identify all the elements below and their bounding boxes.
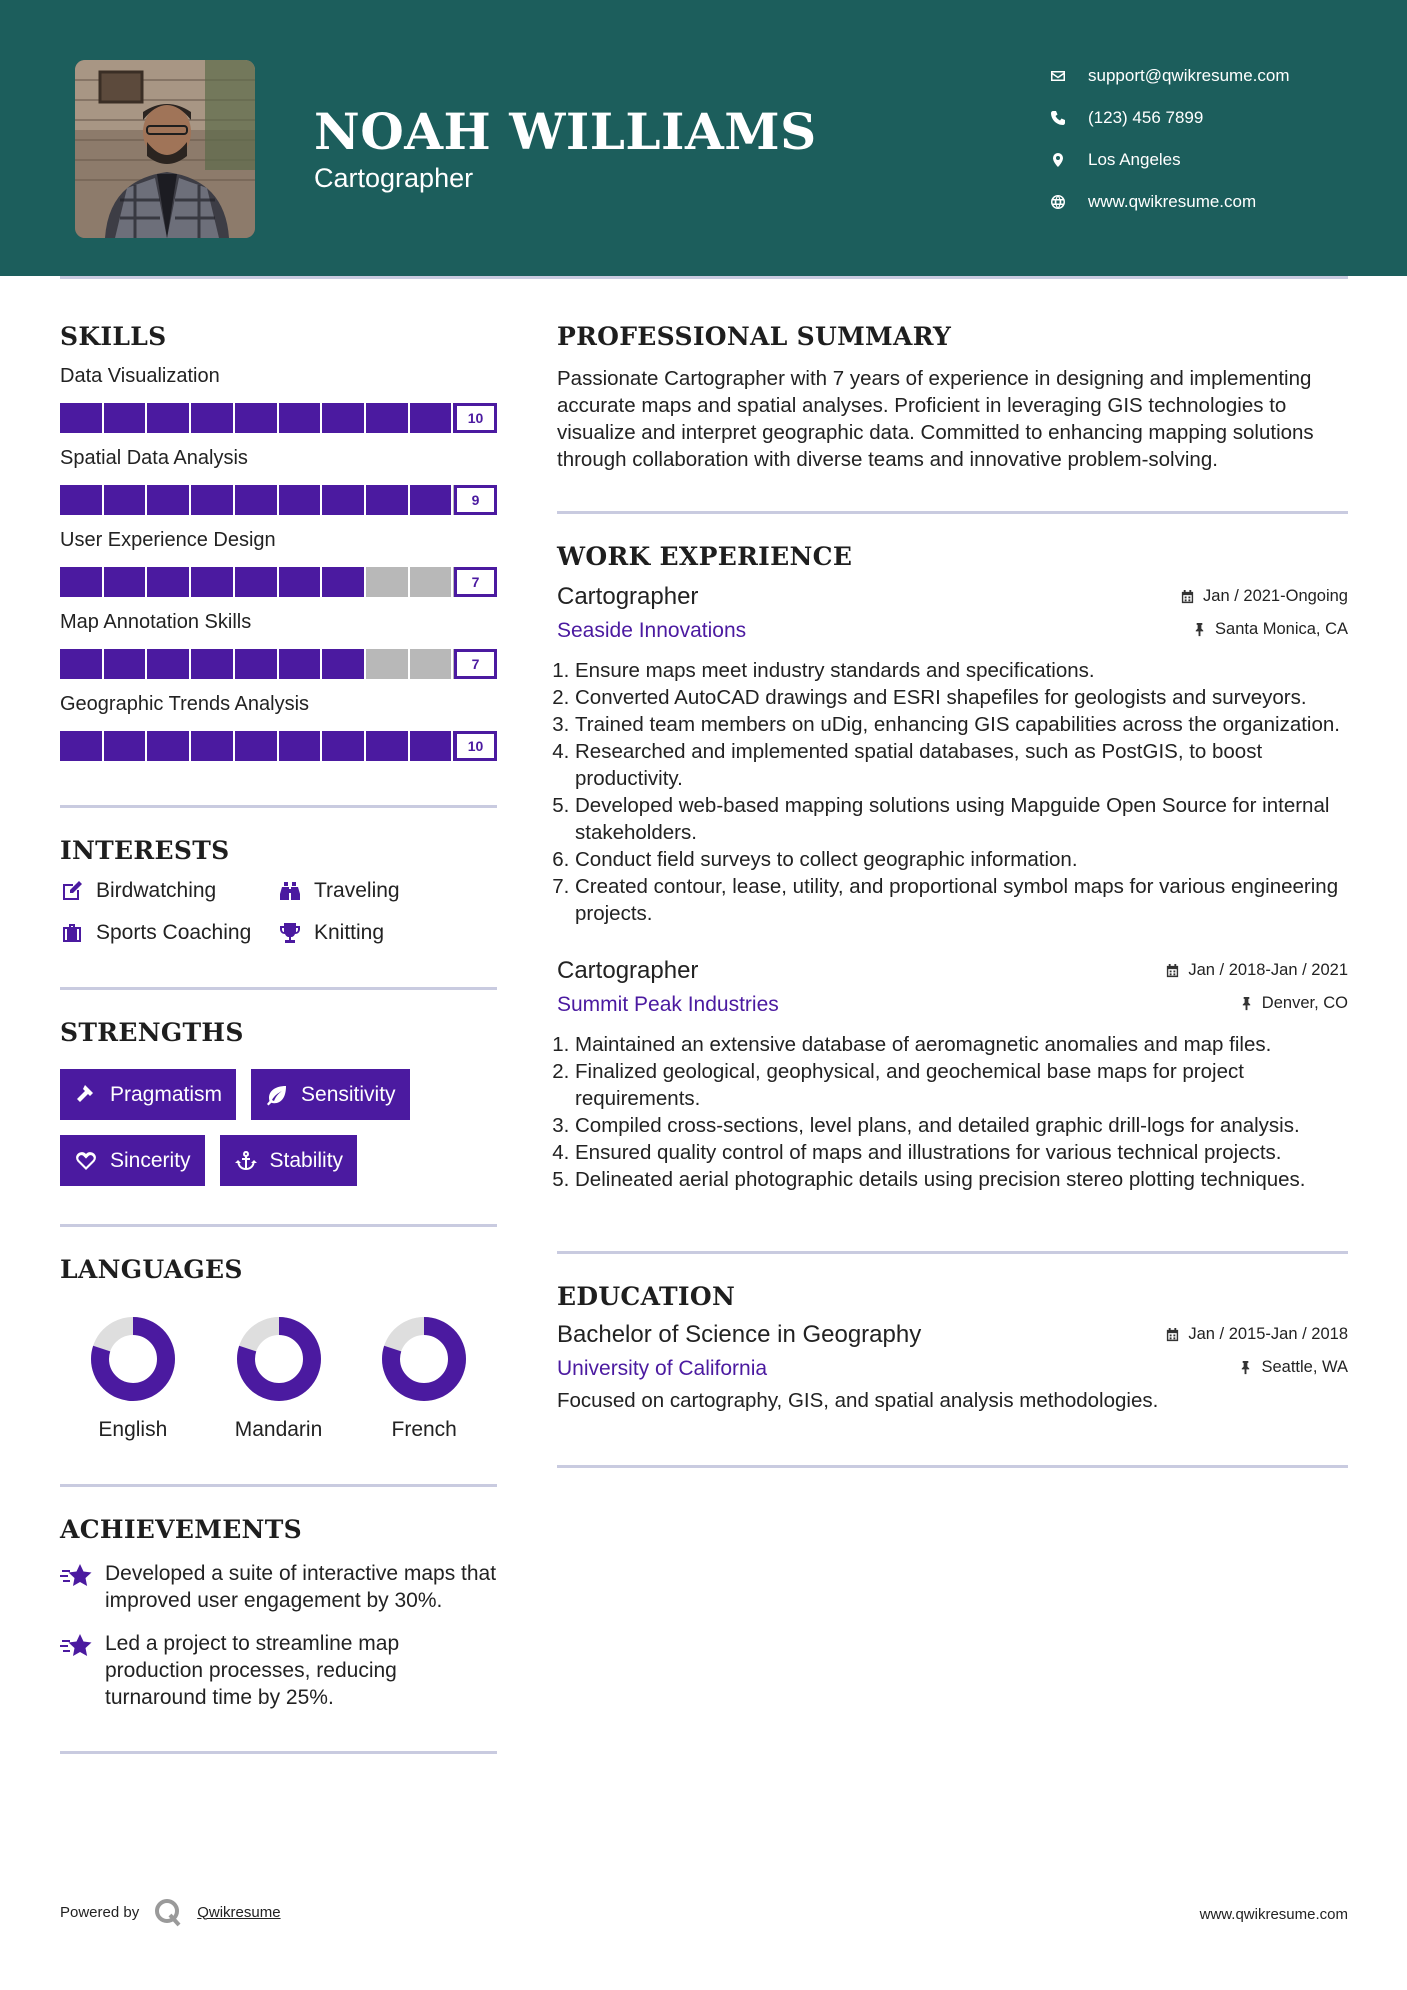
duty-item: 2. Finalized geological, geophysical, and geochemical base maps for project requirements. xyxy=(575,1058,1348,1112)
skill-bar-segment xyxy=(322,567,366,597)
skill-bar-segment xyxy=(279,485,323,515)
language-item xyxy=(351,1314,497,1442)
section-divider xyxy=(60,1751,497,1754)
languages-heading: LANGUAGES xyxy=(60,1255,243,1284)
skill-bar-segment xyxy=(366,567,410,597)
skill-bar-segment xyxy=(322,403,366,433)
section-divider xyxy=(557,1251,1348,1254)
job-location-text: Denver, CO xyxy=(1261,994,1348,1012)
contact-location xyxy=(1050,139,1290,181)
skill-name: Data Visualization xyxy=(60,365,220,387)
experience-section xyxy=(557,542,1348,1193)
skill-bar-segment xyxy=(191,567,235,597)
skill-bar-segment xyxy=(104,649,148,679)
duty-item: 7. Created contour, lease, utility, and proportional symbol maps for various engineering projects. xyxy=(575,873,1348,927)
skill-bar xyxy=(60,649,497,679)
job-entry xyxy=(557,957,1348,1193)
contact-phone[interactable] xyxy=(1050,97,1290,139)
duty-item: 4. Ensured quality control of maps and illustrations for various technical projects. xyxy=(575,1139,1348,1166)
strength-tag xyxy=(60,1069,236,1120)
interest-item xyxy=(60,921,278,945)
skill-bar-segment xyxy=(366,403,410,433)
binoculars-icon xyxy=(278,879,302,903)
duty-item: 4. Researched and implemented spatial databases, such as PostGIS, to boost productivity. xyxy=(575,738,1348,792)
section-divider xyxy=(557,511,1348,514)
degree-title: Bachelor of Science in Geography xyxy=(557,1321,922,1348)
company-name: Seaside Innovations xyxy=(557,619,747,642)
globe-icon xyxy=(1050,194,1088,210)
candidate-name: NOAH WILLIAMS xyxy=(314,102,817,161)
achievement-item xyxy=(60,1560,497,1614)
header-divider xyxy=(60,276,1348,279)
contact-website[interactable] xyxy=(1050,181,1290,223)
skill-bar-segment xyxy=(235,567,279,597)
skill-level-badge: 10 xyxy=(454,731,497,761)
interest-item xyxy=(278,921,497,945)
skill-bar-segment xyxy=(410,567,454,597)
duty-item: 5. Delineated aerial photographic details using precision stereo plotting techniques. xyxy=(575,1166,1348,1193)
section-divider xyxy=(60,805,497,808)
contact-phone-text: (123) 456 7899 xyxy=(1088,108,1204,127)
company-name: Summit Peak Industries xyxy=(557,993,779,1016)
job-subheader xyxy=(557,619,1348,643)
language-level-donut xyxy=(234,1314,324,1404)
skill-bar-segment xyxy=(366,731,410,761)
job-location xyxy=(1239,994,1348,1013)
strengths-heading: STRENGTHS xyxy=(60,1018,244,1047)
education-date-text: Jan / 2015-Jan / 2018 xyxy=(1188,1325,1348,1343)
job-subheader xyxy=(557,993,1348,1017)
duty-item: 3. Trained team members on uDig, enhancing GIS capabilities across the organization. xyxy=(575,711,1348,738)
achievements-section xyxy=(60,1515,497,1711)
achievement-text: Developed a suite of interactive maps that improved user engagement by 30%. xyxy=(105,1562,497,1612)
education-date xyxy=(1165,1325,1348,1344)
skill-item xyxy=(60,693,497,761)
strengths-section xyxy=(60,1018,497,1186)
job-title: Cartographer xyxy=(557,583,699,610)
skill-bar-segment xyxy=(322,649,366,679)
location-pin-icon xyxy=(1050,152,1088,168)
language-level-donut xyxy=(88,1314,178,1404)
language-name: French xyxy=(391,1418,457,1441)
skill-bar-segment xyxy=(279,567,323,597)
strength-tag xyxy=(60,1135,205,1186)
skill-level-badge: 7 xyxy=(454,567,497,597)
skill-bar-segment xyxy=(104,567,148,597)
phone-icon xyxy=(1050,110,1088,126)
right-column xyxy=(557,322,1348,1468)
education-subheader xyxy=(557,1357,1348,1381)
skills-heading: SKILLS xyxy=(60,322,167,351)
skill-bar-segment xyxy=(191,731,235,761)
footer-website[interactable]: www.qwikresume.com xyxy=(1199,1906,1348,1923)
skill-level-badge: 10 xyxy=(454,403,497,433)
job-header xyxy=(557,583,1348,611)
languages-list xyxy=(60,1314,497,1442)
skill-bar-segment xyxy=(235,485,279,515)
education-section xyxy=(557,1282,1348,1413)
skill-bar-segment xyxy=(191,403,235,433)
skill-bar-segment xyxy=(147,485,191,515)
language-name: Mandarin xyxy=(234,1418,323,1441)
skill-bar-segment xyxy=(410,649,454,679)
skill-bar-segment xyxy=(104,485,148,515)
pushpin-icon xyxy=(1238,1360,1253,1375)
section-divider xyxy=(557,1465,1348,1468)
education-heading: EDUCATION xyxy=(557,1282,736,1311)
skill-bar-segment xyxy=(279,403,323,433)
job-location-text: Santa Monica, CA xyxy=(1215,620,1348,638)
education-header xyxy=(557,1321,1348,1349)
skill-bar-segment xyxy=(366,649,410,679)
footer-branding xyxy=(60,1897,281,1927)
skill-item xyxy=(60,447,497,515)
duty-item: 5. Developed web-based mapping solutions using Mapguide Open Source for internal stakeholders. xyxy=(575,792,1348,846)
skill-bar-segment xyxy=(410,731,454,761)
strengths-list xyxy=(60,1069,497,1186)
candidate-title: Cartographer xyxy=(314,163,474,193)
skill-bar-segment xyxy=(60,403,104,433)
job-location xyxy=(1192,620,1348,639)
duty-item: 2. Converted AutoCAD drawings and ESRI shapefiles for geologists and surveyors. xyxy=(575,684,1348,711)
skill-bar-segment xyxy=(279,731,323,761)
skill-name: Map Annotation Skills xyxy=(60,611,252,633)
pushpin-icon xyxy=(1192,622,1207,637)
skill-bar-segment xyxy=(410,485,454,515)
skill-bar-segment xyxy=(279,649,323,679)
header-banner xyxy=(0,0,1407,276)
education-description: Focused on cartography, GIS, and spatial analysis methodologies. xyxy=(557,1389,1159,1412)
leaf-icon xyxy=(265,1083,289,1107)
skill-bar-segment xyxy=(104,403,148,433)
interests-list xyxy=(60,879,497,945)
skill-bar-segment xyxy=(191,649,235,679)
strength-tag xyxy=(251,1069,410,1120)
calendar-icon xyxy=(1165,963,1180,978)
edit-icon xyxy=(60,879,84,903)
skill-item xyxy=(60,611,497,679)
contact-email-text: support@qwikresume.com xyxy=(1088,66,1290,85)
strength-tag xyxy=(220,1135,358,1186)
language-item xyxy=(206,1314,352,1442)
interest-label: Birdwatching xyxy=(96,879,217,902)
achievement-item xyxy=(60,1630,497,1711)
qwikresume-logo-icon xyxy=(153,1897,183,1927)
briefcase-icon xyxy=(60,921,84,945)
envelope-icon xyxy=(1050,68,1088,84)
profile-photo-image xyxy=(75,60,255,238)
skill-bar-segment xyxy=(147,403,191,433)
powered-by-text: Powered by xyxy=(60,1903,140,1921)
skill-bar-segment xyxy=(191,485,235,515)
skill-bar-segment xyxy=(235,649,279,679)
job-date-text: Jan / 2018-Jan / 2021 xyxy=(1188,961,1348,979)
summary-text: Passionate Cartographer with 7 years of experience in designing and implementing accurate maps and spatial analyses. Proficient in leveraging GIS technologies to visualize and interpret geographic data. Committed to enhancing mapping solutions through collaboration with diverse teams and innovative problem-solving. xyxy=(557,367,1314,471)
languages-section xyxy=(60,1255,497,1442)
skill-item xyxy=(60,365,497,433)
skill-bar-segment xyxy=(60,485,104,515)
skill-bar-segment xyxy=(235,731,279,761)
summary-section xyxy=(557,322,1348,473)
skills-list xyxy=(60,365,497,761)
skill-level-badge: 7 xyxy=(454,649,497,679)
qwikresume-link[interactable]: Qwikresume xyxy=(197,1903,281,1921)
interests-heading: INTERESTS xyxy=(60,836,230,865)
interest-item xyxy=(60,879,278,903)
summary-heading: PROFESSIONAL SUMMARY xyxy=(557,322,952,351)
calendar-icon xyxy=(1180,589,1195,604)
duty-item: 3. Compiled cross-sections, level plans, and detailed graphic drill-logs for analysis. xyxy=(575,1112,1348,1139)
skill-name: Spatial Data Analysis xyxy=(60,447,248,469)
left-column xyxy=(60,322,497,1754)
skill-bar-segment xyxy=(147,731,191,761)
calendar-icon xyxy=(1165,1327,1180,1342)
skill-name: User Experience Design xyxy=(60,529,276,551)
strength-label: Stability xyxy=(269,1148,344,1172)
contact-website-text: www.qwikresume.com xyxy=(1088,192,1257,211)
skill-item xyxy=(60,529,497,597)
skill-bar-segment xyxy=(322,731,366,761)
duty-item: 6. Conduct field surveys to collect geographic information. xyxy=(575,846,1348,873)
skill-level-badge: 9 xyxy=(454,485,497,515)
education-entry xyxy=(557,1321,1348,1413)
interest-label: Sports Coaching xyxy=(96,921,252,944)
skill-bar xyxy=(60,485,497,515)
star-icon xyxy=(60,1632,92,1662)
education-location-text: Seattle, WA xyxy=(1261,1358,1348,1376)
skill-bar-segment xyxy=(104,731,148,761)
strength-label: Pragmatism xyxy=(110,1082,223,1106)
school-name: University of California xyxy=(557,1357,768,1380)
skill-bar xyxy=(60,731,497,761)
contact-list xyxy=(1050,55,1290,223)
job-date xyxy=(1180,587,1348,606)
interest-item xyxy=(278,879,497,903)
skill-bar-segment xyxy=(147,649,191,679)
heart-icon xyxy=(74,1149,98,1173)
contact-location-text: Los Angeles xyxy=(1088,150,1181,169)
anchor-icon xyxy=(234,1149,258,1173)
language-level-donut xyxy=(379,1314,469,1404)
section-divider xyxy=(60,1484,497,1487)
strength-label: Sensitivity xyxy=(301,1082,396,1106)
language-name: English xyxy=(98,1418,168,1441)
education-location xyxy=(1238,1358,1348,1377)
skill-bar xyxy=(60,567,497,597)
interest-label: Knitting xyxy=(314,921,385,944)
job-duties xyxy=(557,657,1348,927)
job-entry xyxy=(557,583,1348,927)
duty-item: 1. Ensure maps meet industry standards and specifications. xyxy=(575,657,1348,684)
section-divider xyxy=(60,1224,497,1227)
pushpin-icon xyxy=(1239,996,1254,1011)
section-divider xyxy=(60,987,497,990)
experience-heading: WORK EXPERIENCE xyxy=(557,542,853,571)
interest-label: Traveling xyxy=(314,879,400,902)
skill-name: Geographic Trends Analysis xyxy=(60,693,310,715)
trophy-icon xyxy=(278,921,302,945)
job-duties xyxy=(557,1031,1348,1193)
duty-item: 1. Maintained an extensive database of aeromagnetic anomalies and map files. xyxy=(575,1031,1348,1058)
achievement-text: Led a project to streamline map production processes, reducing turnaround time by 25%. xyxy=(105,1632,400,1709)
contact-email[interactable] xyxy=(1050,55,1290,97)
profile-photo xyxy=(75,60,255,238)
skill-bar-segment xyxy=(366,485,410,515)
job-title: Cartographer xyxy=(557,957,699,984)
interests-section xyxy=(60,836,497,945)
skill-bar-segment xyxy=(60,731,104,761)
skill-bar-segment xyxy=(235,403,279,433)
gavel-icon xyxy=(74,1083,98,1107)
job-date-text: Jan / 2021-Ongoing xyxy=(1203,587,1348,605)
job-header xyxy=(557,957,1348,985)
skills-section xyxy=(60,322,497,761)
skill-bar-segment xyxy=(410,403,454,433)
job-date xyxy=(1165,961,1348,980)
star-icon xyxy=(60,1562,92,1592)
skill-bar-segment xyxy=(322,485,366,515)
skill-bar-segment xyxy=(60,567,104,597)
achievements-heading: ACHIEVEMENTS xyxy=(60,1515,302,1544)
skill-bar-segment xyxy=(60,649,104,679)
language-item xyxy=(60,1314,206,1442)
skill-bar xyxy=(60,403,497,433)
strength-label: Sincerity xyxy=(110,1148,191,1172)
skill-bar-segment xyxy=(147,567,191,597)
